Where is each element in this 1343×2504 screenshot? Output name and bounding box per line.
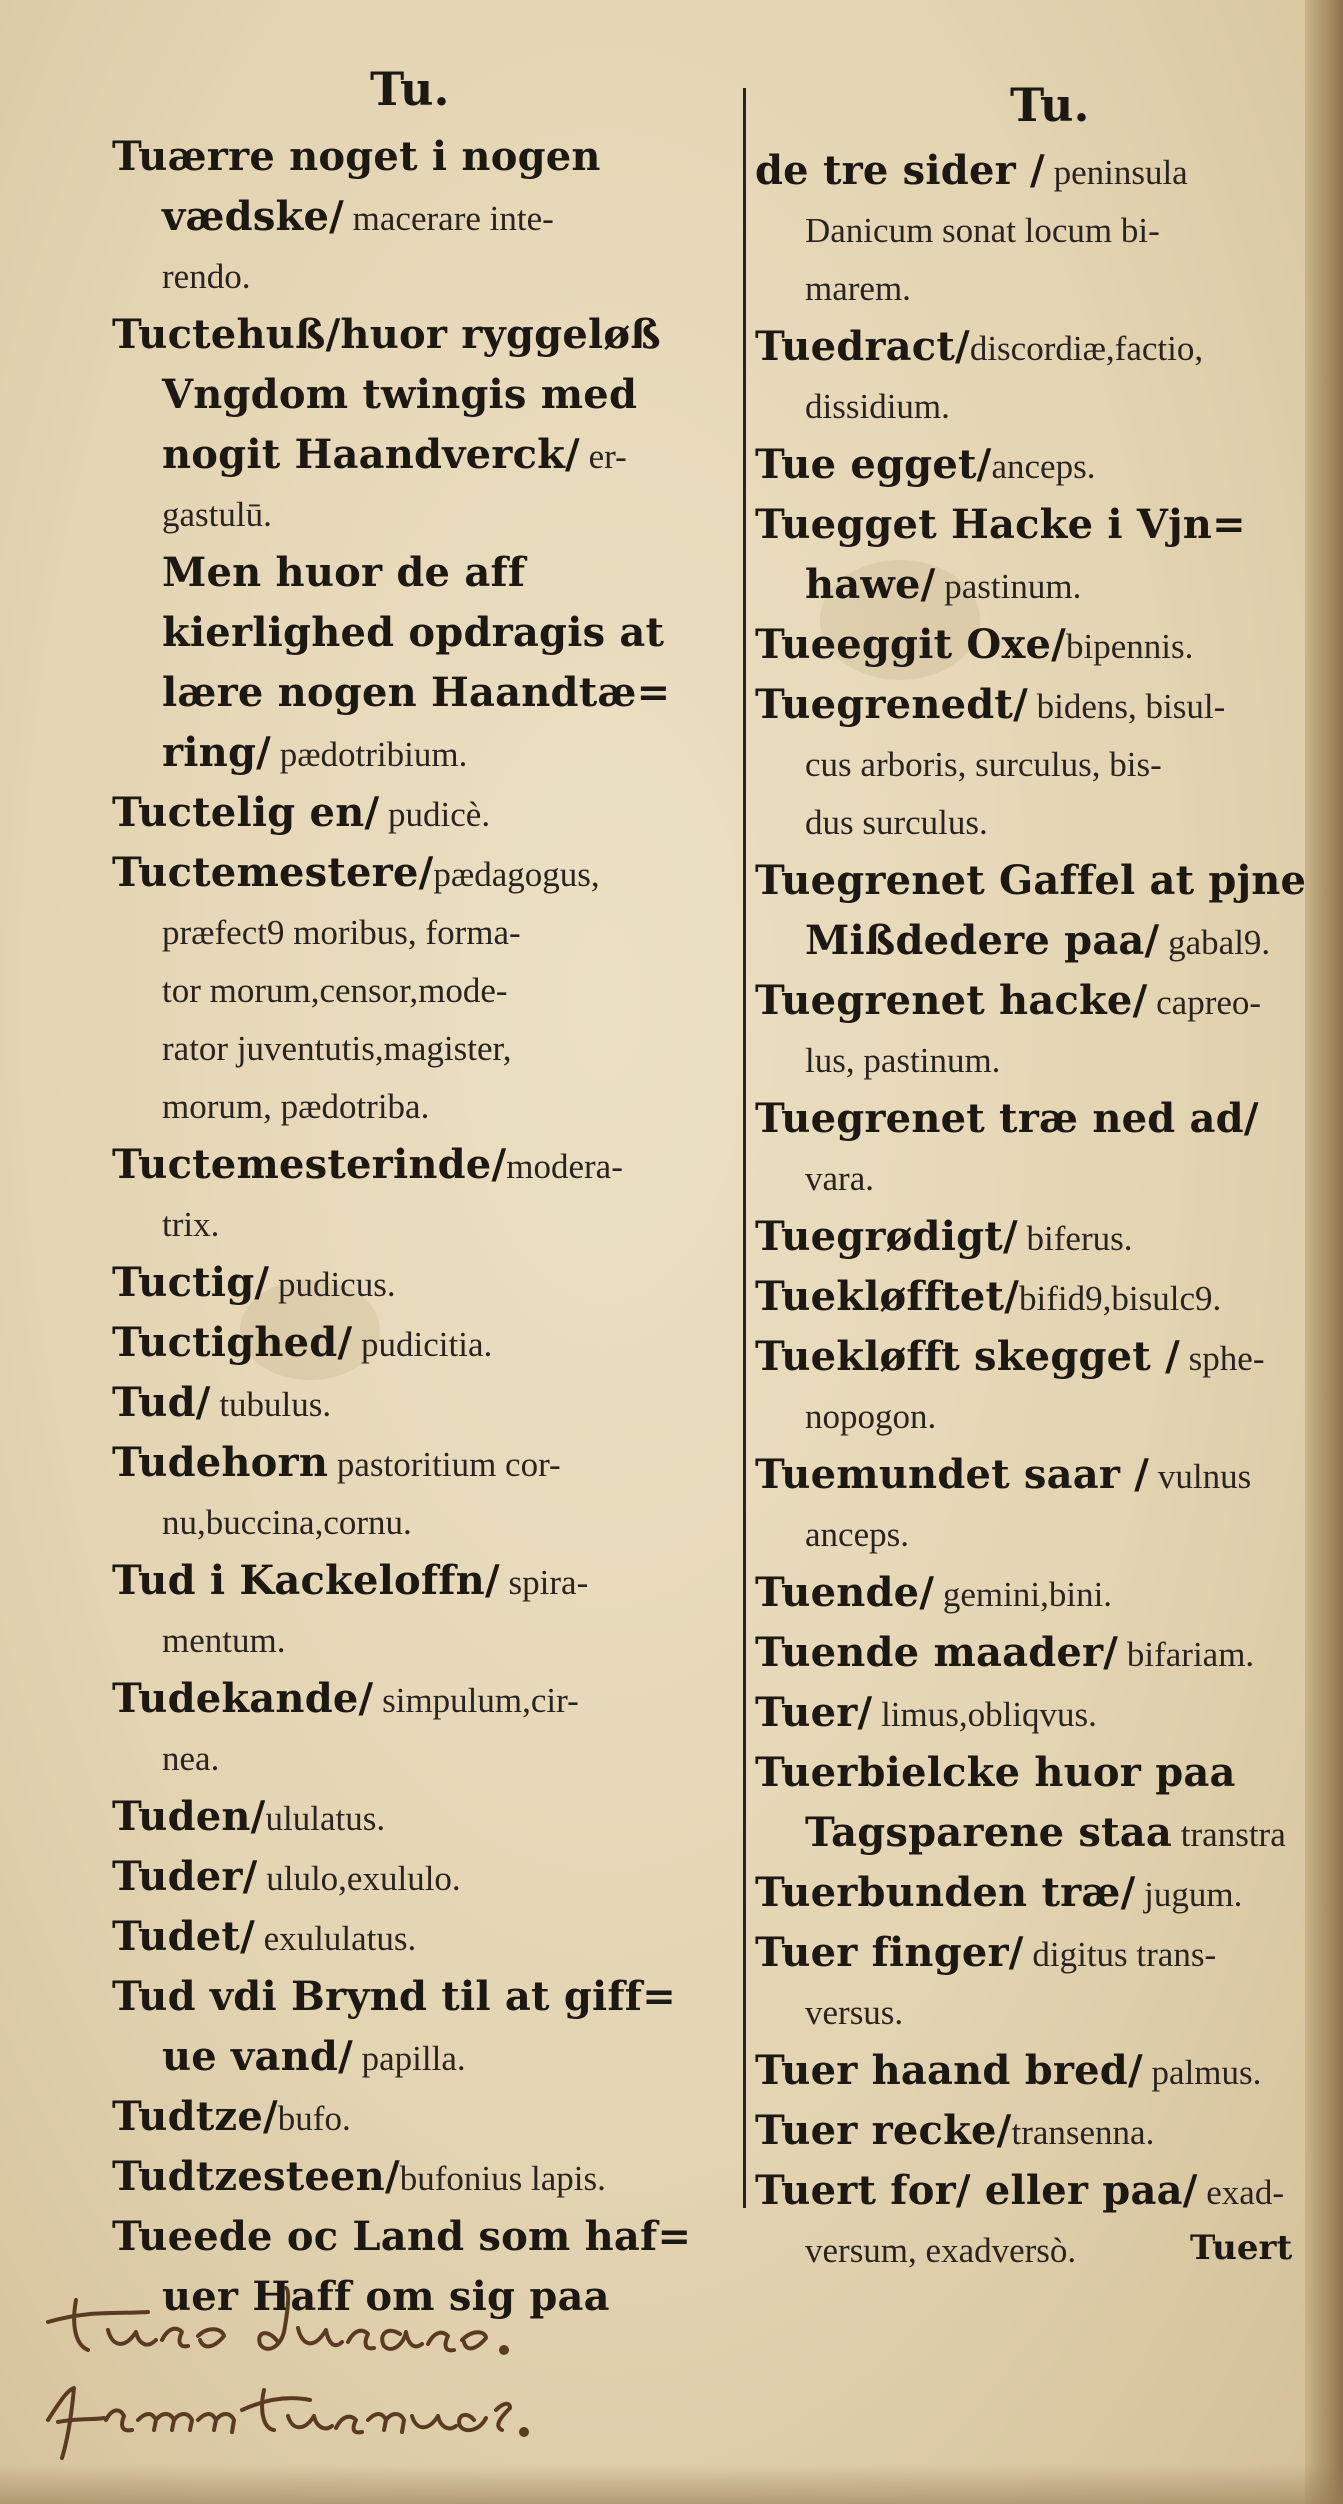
entry-line xyxy=(755,1624,1315,1684)
dictionary-entry xyxy=(755,1864,1315,1924)
entry-latin-gloss: gemini,bini. xyxy=(934,1575,1113,1614)
entry-line xyxy=(755,1150,1315,1208)
entry-line xyxy=(112,2088,732,2148)
dictionary-entry xyxy=(112,2088,732,2148)
entry-headword: Tuctig/ xyxy=(112,1259,270,1306)
entry-latin-gloss: exululatus. xyxy=(254,1919,417,1958)
entry-latin-gloss: digitus trans- xyxy=(1023,1935,1217,1974)
entry-line xyxy=(755,794,1315,852)
dictionary-entry xyxy=(755,1564,1315,1624)
entry-line xyxy=(112,486,732,544)
entry-headword: Vngdom twingis med xyxy=(162,371,638,418)
dictionary-entry xyxy=(755,1684,1315,1744)
entry-line xyxy=(755,1506,1315,1564)
entry-line xyxy=(112,1254,732,1314)
entry-headword: Tuemundet saar / xyxy=(755,1451,1150,1498)
entry-line xyxy=(112,1434,732,1494)
entry-latin-gloss: pædagogus, xyxy=(433,855,600,894)
entry-line xyxy=(112,128,732,188)
entry-latin-gloss: præfect9 moribus, forma- xyxy=(162,913,521,952)
entry-headword: Tuerbunden træ/ xyxy=(755,1869,1136,1916)
dictionary-entry xyxy=(112,1434,732,1552)
entry-headword: Tuedract/ xyxy=(755,323,970,370)
entry-headword: Tuegget Hacke i Vjn= xyxy=(755,501,1246,548)
entry-line xyxy=(755,1328,1315,1388)
entry-line xyxy=(755,616,1315,676)
dictionary-entry xyxy=(112,1968,732,2088)
dictionary-entry xyxy=(755,1624,1315,1684)
entry-latin-gloss: transenna. xyxy=(1011,2113,1155,2152)
entry-line xyxy=(112,664,732,724)
entry-latin-gloss: ululatus. xyxy=(265,1799,386,1838)
entry-line xyxy=(112,844,732,904)
entry-line xyxy=(112,1612,732,1670)
handwriting-ink-strokes xyxy=(28,2270,728,2470)
entry-line xyxy=(755,1744,1315,1804)
entry-headword: Tudekande/ xyxy=(112,1675,374,1722)
entry-line xyxy=(755,1864,1315,1924)
entry-headword: Tud i Kackeloffn/ xyxy=(112,1557,500,1604)
entry-latin-gloss: pudicè. xyxy=(379,795,491,834)
dictionary-entry xyxy=(755,1328,1315,1446)
entry-headword: Tuærre noget i nogen xyxy=(112,133,601,180)
entry-headword: Tueeggit Oxe/ xyxy=(755,621,1066,668)
entry-line xyxy=(112,1374,732,1434)
entry-headword: ring/ xyxy=(162,729,271,776)
entry-line xyxy=(112,1848,732,1908)
entry-line xyxy=(112,1670,732,1730)
entry-line xyxy=(112,1552,732,1612)
entry-latin-gloss: pastoritium cor- xyxy=(328,1445,561,1484)
entry-line xyxy=(112,2028,732,2088)
entry-latin-gloss: spira- xyxy=(499,1563,589,1602)
entry-line xyxy=(112,962,732,1020)
dictionary-entry xyxy=(112,306,732,784)
entry-headword: Tudtzesteen/ xyxy=(112,2153,400,2200)
entry-latin-gloss: morum, pædotriba. xyxy=(162,1087,430,1126)
entry-headword: kierlighed opdragis at xyxy=(162,609,665,656)
entry-headword: Tue egget/ xyxy=(755,441,992,488)
entry-headword: Tuden/ xyxy=(112,1793,266,1840)
entry-headword: Tuer/ xyxy=(755,1689,873,1736)
entry-line xyxy=(755,1984,1315,2042)
entry-headword: Tudehorn xyxy=(112,1439,329,1486)
entry-latin-gloss: mentum. xyxy=(162,1621,286,1660)
entry-line xyxy=(112,904,732,962)
entry-latin-gloss: bidens, bisul- xyxy=(1027,687,1226,726)
entry-line xyxy=(755,736,1315,794)
entry-latin-gloss: versum, exadversò. xyxy=(805,2231,1077,2270)
entry-latin-gloss: jugum. xyxy=(1135,1875,1243,1914)
entry-headword: Tuer recke/ xyxy=(755,2107,1012,2154)
entry-latin-gloss: bifid9,bisulc9. xyxy=(1019,1279,1222,1318)
entry-latin-gloss: bifariam. xyxy=(1118,1635,1255,1674)
entry-headword: Men huor de aff xyxy=(162,549,526,596)
dictionary-entry xyxy=(755,142,1315,318)
entry-latin-gloss: versus. xyxy=(805,1993,904,2032)
dictionary-entry xyxy=(112,1670,732,1788)
entry-line xyxy=(755,2042,1315,2102)
entry-headword: Tagsparene staa xyxy=(805,1809,1173,1856)
entry-headword: Tuer finger/ xyxy=(755,1929,1024,1976)
entry-line xyxy=(112,544,732,604)
entry-line xyxy=(755,1268,1315,1328)
entry-latin-gloss: bipennis. xyxy=(1065,627,1194,666)
entry-line xyxy=(112,1908,732,1968)
entry-latin-gloss: rendo. xyxy=(162,257,251,296)
entry-line xyxy=(755,1684,1315,1744)
dictionary-entry xyxy=(755,1924,1315,2042)
entry-headword: Tuerbielcke huor paa xyxy=(755,1749,1236,1796)
dictionary-entry xyxy=(755,436,1315,496)
entry-headword: Tuctelig en/ xyxy=(112,789,380,836)
entry-latin-gloss: modera- xyxy=(506,1147,623,1186)
entry-line xyxy=(112,248,732,306)
entry-line xyxy=(112,1788,732,1848)
dictionary-entry xyxy=(755,2102,1315,2162)
entry-latin-gloss: anceps. xyxy=(991,447,1096,486)
entry-line xyxy=(755,1446,1315,1506)
entry-latin-gloss: lus, pastinum. xyxy=(805,1041,1001,1080)
entry-line xyxy=(755,202,1315,260)
entry-latin-gloss: dissidium. xyxy=(805,387,950,426)
entry-line xyxy=(755,378,1315,436)
right-column xyxy=(755,142,1315,2280)
entry-latin-gloss: tor morum,censor,mode- xyxy=(162,971,508,1010)
entry-latin-gloss: bufonius lapis. xyxy=(399,2159,606,2198)
entry-headword: Tuegrenet Gaffel at pjne xyxy=(755,857,1307,904)
entry-line xyxy=(112,306,732,366)
dictionary-entry xyxy=(755,852,1315,972)
entry-latin-gloss: exad- xyxy=(1197,2173,1284,2212)
entry-latin-gloss: marem. xyxy=(805,269,911,308)
handwritten-annotation xyxy=(28,2270,728,2470)
entry-line xyxy=(755,972,1315,1032)
entry-line xyxy=(755,318,1315,378)
entry-latin-gloss: pudicitia. xyxy=(352,1325,493,1364)
entry-headword: Tuder/ xyxy=(112,1853,258,1900)
entry-line xyxy=(755,436,1315,496)
entry-headword: Tuekløfftet/ xyxy=(755,1273,1020,1320)
entry-headword: Tuegrenet hacke/ xyxy=(755,977,1148,1024)
dictionary-entry xyxy=(112,2148,732,2208)
entry-line xyxy=(755,260,1315,318)
entry-latin-gloss: Danicum sonat locum bi- xyxy=(805,211,1160,250)
running-head-left: Tu. xyxy=(370,62,450,116)
entry-line xyxy=(755,1564,1315,1624)
entry-latin-gloss: tubulus. xyxy=(210,1385,332,1424)
entry-headword: Tuctemestere/ xyxy=(112,849,434,896)
entry-headword: Tudet/ xyxy=(112,1913,255,1960)
dictionary-entry xyxy=(112,1848,732,1908)
entry-line xyxy=(112,426,732,486)
running-head-right: Tu. xyxy=(1010,78,1090,132)
entry-headword: Tuegrenedt/ xyxy=(755,681,1028,728)
entry-latin-gloss: transtra xyxy=(1172,1815,1286,1854)
entry-headword: Tuctemesterinde/ xyxy=(112,1141,507,1188)
entry-latin-gloss: anceps. xyxy=(805,1515,909,1554)
entry-latin-gloss: biferus. xyxy=(1017,1219,1133,1258)
entry-latin-gloss: papilla. xyxy=(352,2039,466,2078)
entry-headword: Tud/ xyxy=(112,1379,211,1426)
dictionary-entry xyxy=(112,1908,732,1968)
entry-line xyxy=(112,2208,732,2268)
entry-latin-gloss: pædotribium. xyxy=(270,735,468,774)
dictionary-entry xyxy=(755,496,1315,616)
entry-latin-gloss: macerare inte- xyxy=(343,199,554,238)
entry-headword: Tuende/ xyxy=(755,1569,935,1616)
entry-line xyxy=(112,1078,732,1136)
entry-line xyxy=(755,1032,1315,1090)
entry-latin-gloss: bufo. xyxy=(277,2099,351,2138)
entry-latin-gloss: peninsula xyxy=(1044,153,1188,192)
entry-line xyxy=(112,1196,732,1254)
entry-latin-gloss: discordiæ,factio, xyxy=(969,329,1204,368)
entry-headword: nogit Haandverck/ xyxy=(162,431,580,478)
entry-latin-gloss: gastulū. xyxy=(162,495,272,534)
entry-line xyxy=(112,366,732,426)
entry-line xyxy=(112,1136,732,1196)
dictionary-entry xyxy=(755,1446,1315,1564)
entry-line xyxy=(755,2102,1315,2162)
entry-headword: Tudtze/ xyxy=(112,2093,278,2140)
dictionary-entry xyxy=(112,844,732,1136)
dictionary-entry xyxy=(112,1254,732,1314)
entry-headword: Tuekløfft skegget / xyxy=(755,1333,1180,1380)
entry-line xyxy=(112,1968,732,2028)
dictionary-entry xyxy=(755,676,1315,852)
entry-headword: hawe/ xyxy=(805,561,936,608)
entry-headword: lære nogen Haandtæ= xyxy=(162,669,671,716)
entry-headword: Tuegrenet træ ned ad/ xyxy=(755,1095,1259,1142)
dictionary-entry xyxy=(112,1374,732,1434)
entry-line xyxy=(755,852,1315,912)
dictionary-entry xyxy=(755,318,1315,436)
entry-latin-gloss: capreo- xyxy=(1147,983,1262,1022)
entry-line xyxy=(755,496,1315,556)
dictionary-entry xyxy=(755,972,1315,1090)
entry-latin-gloss: ululo,exululo. xyxy=(257,1859,461,1898)
entry-latin-gloss: palmus. xyxy=(1142,2053,1262,2092)
entry-latin-gloss: cus arboris, surculus, bis- xyxy=(805,745,1162,784)
entry-line xyxy=(755,1924,1315,1984)
entry-headword: de tre sider / xyxy=(755,147,1045,194)
entry-line xyxy=(755,1804,1315,1864)
entry-line xyxy=(755,2162,1315,2222)
dictionary-entry xyxy=(755,1744,1315,1864)
entry-headword: Tud vdi Brynd til at giff= xyxy=(112,1973,676,2020)
entry-line xyxy=(112,1494,732,1552)
dictionary-entry xyxy=(112,128,732,306)
entry-line xyxy=(112,1314,732,1374)
entry-headword: Mißdedere paa/ xyxy=(805,917,1160,964)
entry-latin-gloss: rator juventutis,magister, xyxy=(162,1029,512,1068)
entry-headword: Tuende maader/ xyxy=(755,1629,1119,1676)
entry-latin-gloss: pudicus. xyxy=(269,1265,396,1304)
catchword: Tuert xyxy=(1190,2228,1293,2268)
dictionary-entry xyxy=(112,1552,732,1670)
entry-line xyxy=(112,2148,732,2208)
entry-latin-gloss: vara. xyxy=(805,1159,874,1198)
entry-headword: Tueede oc Land som haf= xyxy=(112,2213,692,2260)
page-bottom-edge xyxy=(0,2464,1343,2504)
entry-line xyxy=(755,556,1315,616)
entry-latin-gloss: nu,buccina,cornu. xyxy=(162,1503,412,1542)
entry-headword: uer Haff om sig paa xyxy=(162,2273,610,2320)
dictionary-entry xyxy=(112,1314,732,1374)
entry-latin-gloss: vulnus xyxy=(1149,1457,1252,1496)
entry-line xyxy=(112,784,732,844)
dictionary-entry xyxy=(755,1268,1315,1328)
entry-latin-gloss: sphe- xyxy=(1179,1339,1265,1378)
entry-latin-gloss: nopogon. xyxy=(805,1397,937,1436)
entry-headword: Tuctehuß/huor ryggeløß xyxy=(112,311,661,358)
entry-line xyxy=(755,912,1315,972)
entry-headword: Tuer haand bred/ xyxy=(755,2047,1143,2094)
dictionary-entry xyxy=(755,616,1315,676)
entry-headword: ue vand/ xyxy=(162,2033,353,2080)
dictionary-entry xyxy=(112,1136,732,1254)
entry-line xyxy=(112,188,732,248)
dictionary-entry xyxy=(112,1788,732,1848)
dictionary-entry xyxy=(755,1090,1315,1208)
entry-latin-gloss: limus,obliqvus. xyxy=(872,1695,1097,1734)
entry-latin-gloss: nea. xyxy=(162,1739,220,1778)
entry-latin-gloss: dus surculus. xyxy=(805,803,988,842)
column-rule xyxy=(743,88,746,2208)
dictionary-entry xyxy=(112,784,732,844)
entry-headword: Tuert for/ eller paa/ xyxy=(755,2167,1198,2214)
entry-headword: Tuctighed/ xyxy=(112,1319,353,1366)
left-column xyxy=(112,128,732,2328)
entry-line xyxy=(112,604,732,664)
entry-latin-gloss: gabal9. xyxy=(1159,923,1271,962)
entry-line xyxy=(112,1020,732,1078)
entry-line xyxy=(755,1208,1315,1268)
dictionary-entry xyxy=(755,2042,1315,2102)
entry-line xyxy=(112,724,732,784)
entry-line xyxy=(755,1388,1315,1446)
entry-line xyxy=(755,676,1315,736)
entry-latin-gloss: simpulum,cir- xyxy=(373,1681,579,1720)
entry-headword: Tuegrødigt/ xyxy=(755,1213,1018,1260)
entry-line xyxy=(755,1090,1315,1150)
entry-headword: vædske/ xyxy=(162,193,344,240)
entry-line xyxy=(112,1730,732,1788)
dictionary-entry xyxy=(755,1208,1315,1268)
entry-latin-gloss: er- xyxy=(579,437,627,476)
entry-latin-gloss: trix. xyxy=(162,1205,220,1244)
entry-latin-gloss: pastinum. xyxy=(935,567,1082,606)
entry-line xyxy=(755,142,1315,202)
